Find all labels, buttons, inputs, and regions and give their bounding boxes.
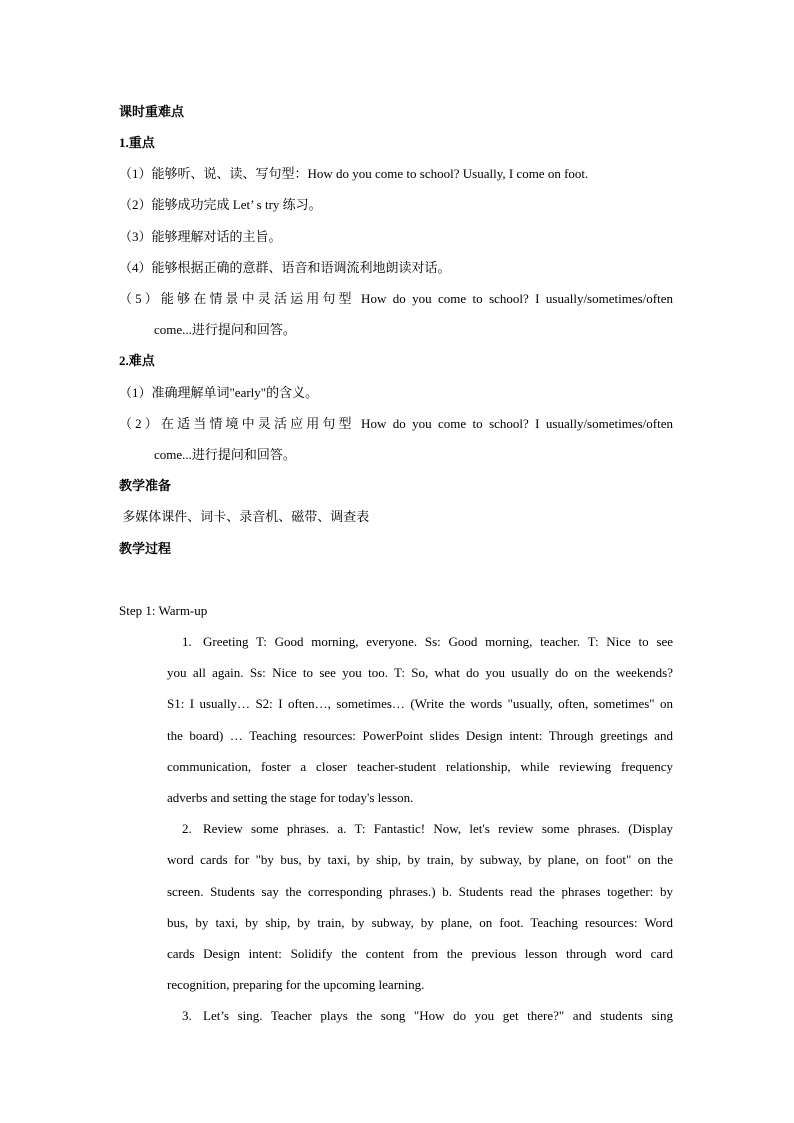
focus-heading: 课时重难点 [119,104,185,119]
item1-line: communication, foster a closer teacher-student relationship, while reviewing frequency [167,759,673,774]
difficult-point-2-cont: come...进行提问和回答。 [154,447,296,462]
item1-line: Greeting T: Good morning, everyone. Ss: Good morning, teacher. T: Nice to see [203,634,673,649]
item2-number: 2. [182,821,192,836]
item3-number: 3. [182,1008,192,1023]
item1-line: the board) … Teaching resources: PowerPoint slides Design intent: Through greetings and [167,728,673,743]
item1-line: S1: I usually… S2: I often…, sometimes… (Write the words "usually, often, sometimes" on [167,696,673,711]
prep-items: 多媒体课件、词卡、录音机、磁带、调查表 [119,509,370,524]
process-heading: 教学过程 [119,541,172,556]
key-points-heading: 1.重点 [119,135,155,150]
item2-line: recognition, preparing for the upcoming learning. [167,977,425,992]
key-point-3: （3）能够理解对话的主旨。 [119,229,282,244]
difficult-point-2: （2）在适当情境中灵活应用句型 How do you come to school? I usually/sometimes/often [119,416,673,431]
item2-line: word cards for "by bus, by taxi, by ship, by train, by subway, by plane, on foot" on the [167,852,673,867]
step1-title: Step 1: Warm-up [119,603,208,618]
difficult-point-1: （1）准确理解单词"early"的含义。 [119,385,319,400]
key-point-5-cont: come...进行提问和回答。 [154,322,296,337]
item2-line: cards Design intent: Solidify the content from the previous lesson through word card [167,946,673,961]
key-point-4: （4）能够根据正确的意群、语音和语调流利地朗读对话。 [119,260,451,275]
item1-line: you all again. Ss: Nice to see you too. T: So, what do you usually do on the weekends? [167,665,673,680]
item1-line: adverbs and setting the stage for today's lesson. [167,790,414,805]
item3-line: Let’s sing. Teacher plays the song "How do you get there?" and students sing [203,1008,673,1023]
key-point-1: （1）能够听、说、读、写句型：How do you come to school? Usually, I come on foot. [119,166,589,181]
item2-line: Review some phrases. a. T: Fantastic! Now, let's review some phrases. (Display [203,821,673,836]
item1-number: 1. [182,634,192,649]
item2-line: screen. Students say the corresponding phrases.) b. Students read the phrases together: by [167,884,673,899]
item2-line: bus, by taxi, by ship, by train, by subway, by plane, on foot. Teaching resources: Word [167,915,673,930]
prep-heading: 教学准备 [119,478,172,493]
key-point-2: （2）能够成功完成 Let’ s try 练习。 [119,197,322,212]
key-point-5: （5）能够在情景中灵活运用句型 How do you come to school? I usually/sometimes/often [119,291,673,306]
difficult-points-heading: 2.难点 [119,353,155,368]
